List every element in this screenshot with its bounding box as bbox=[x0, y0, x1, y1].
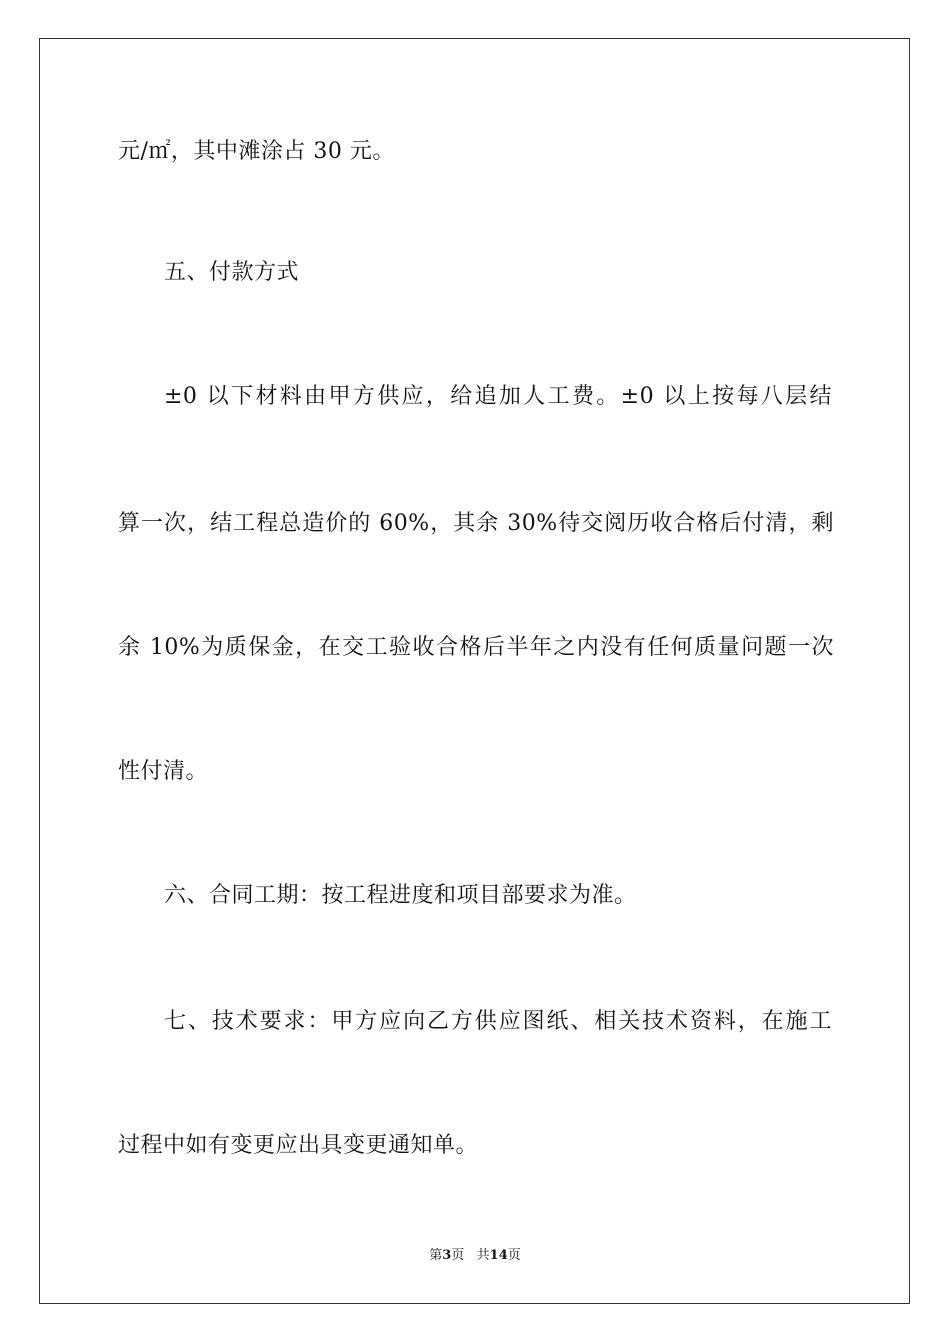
section-heading-payment: 五、付款方式 bbox=[164, 260, 300, 285]
text-line-6: 性付清。 bbox=[118, 759, 209, 784]
text-line-3: ±0 以下材料由甲方供应，给追加人工费。±0 以上按每八层结 bbox=[164, 384, 832, 409]
footer-total-pages: 14 bbox=[489, 1248, 508, 1263]
footer-suffix: 页 bbox=[507, 1248, 521, 1263]
section-technical-requirements: 七、技术要求：甲方应向乙方供应图纸、相关技术资料，在施工 bbox=[164, 1009, 832, 1034]
text-line-4: 算一次，结工程总造价的 60%，其余 30%待交阅历收合格后付清，剩 bbox=[118, 511, 834, 536]
page-footer bbox=[0, 1247, 950, 1265]
page-frame bbox=[39, 38, 910, 1304]
footer-mid: 页 共 bbox=[451, 1248, 490, 1263]
section-contract-period: 六、合同工期：按工程进度和项目部要求为准。 bbox=[164, 883, 637, 908]
text-line-1: 元/㎡，其中滩涂占 30 元。 bbox=[118, 139, 395, 164]
footer-prefix: 第 bbox=[429, 1248, 443, 1263]
text-line-5: 余 10%为质保金，在交工验收合格后半年之内没有任何质量问题一次 bbox=[118, 635, 834, 660]
text-line-9: 过程中如有变更应出具变更通知单。 bbox=[118, 1133, 479, 1158]
footer-page-number: 3 bbox=[442, 1248, 452, 1263]
